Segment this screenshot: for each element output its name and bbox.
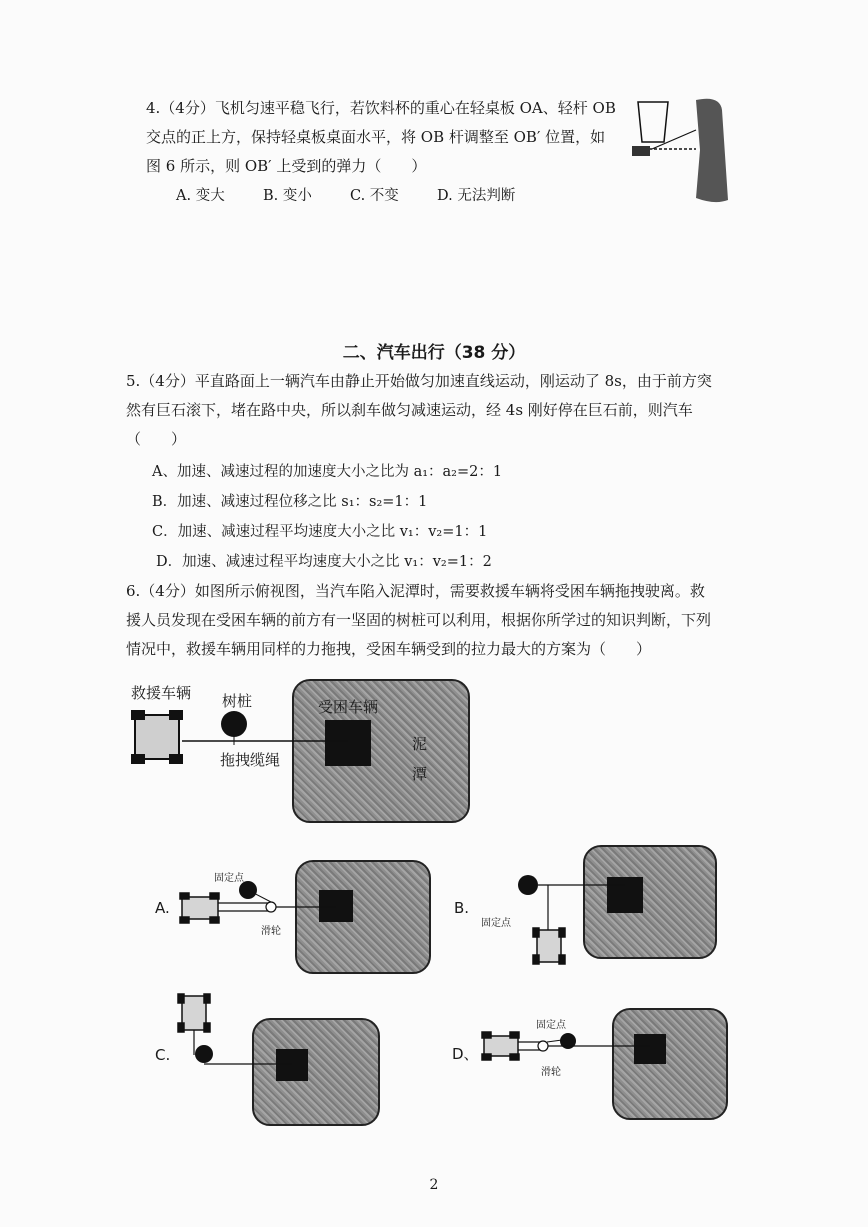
rescue-vehicle-d	[482, 1032, 519, 1060]
rescue-vehicle-main	[132, 711, 182, 763]
q5-option-d[interactable]: D．加速、减速过程平均速度大小之比 v₁：v₂=1：2	[156, 554, 492, 570]
q5-line-3: （ ）	[126, 430, 187, 448]
fixed-point-label-b: 固定点	[481, 918, 511, 929]
fixed-point-label-a: 固定点	[214, 873, 244, 884]
fixed-point-c	[195, 1045, 213, 1063]
pulley-label-d: 滑轮	[541, 1067, 561, 1078]
q4-line-1: 4.（4分）飞机匀速平稳飞行，若饮料杯的重心在轻桌板 OA、轻杆 OB	[146, 99, 616, 117]
choice-a-label[interactable]: A.	[155, 899, 170, 917]
q6-line-3: 情况中，救援车辆用同样的力拖拽，受困车辆受到的拉力最大的方案为（ ）	[126, 640, 652, 658]
q4-option-b[interactable]: B. 变小	[263, 188, 312, 204]
rescue-vehicle-label: 救援车辆	[131, 684, 192, 702]
q5-option-b[interactable]: B．加速、减速过程位移之比 s₁：s₂=1：1	[152, 494, 428, 510]
mud-pit-b	[583, 845, 717, 959]
mud-pit-c	[252, 1018, 380, 1126]
mud-pit-d	[612, 1008, 728, 1120]
page-number: 2	[429, 1177, 439, 1193]
q4-option-d[interactable]: D. 无法判断	[437, 188, 516, 204]
q4-option-a[interactable]: A. 变大	[176, 188, 225, 204]
trapped-car-d	[634, 1034, 666, 1064]
pulley-d	[538, 1041, 548, 1051]
mud-char-1: 泥	[412, 735, 428, 753]
choice-d-label[interactable]: D、	[452, 1045, 479, 1063]
fixed-point-d	[560, 1033, 576, 1049]
q4-figure-graphic	[632, 99, 728, 202]
mud-char-2: 潭	[412, 765, 428, 783]
rescue-vehicle-b	[533, 928, 565, 964]
trapped-car-c	[276, 1049, 308, 1081]
rescue-vehicle-c	[178, 994, 210, 1032]
stump-label: 树桩	[222, 692, 253, 710]
q6-line-2: 援人员发现在受困车辆的前方有一坚固的树桩可以利用，根据你所学过的知识判断，下列	[126, 611, 712, 629]
pulley-a	[266, 902, 276, 912]
choice-b-label[interactable]: B.	[454, 899, 470, 917]
q6-line-1: 6.（4分）如图所示俯视图，当汽车陷入泥潭时，需要救援车辆将受困车辆拖拽驶离。救	[126, 582, 705, 600]
mud-pit-a	[295, 860, 431, 974]
choice-c-label[interactable]: C.	[155, 1046, 171, 1064]
tow-cable-label: 拖拽缆绳	[220, 751, 281, 769]
q5-option-c[interactable]: C．加速、减速过程平均速度大小之比 v₁：v₂=1：1	[152, 524, 488, 540]
q5-option-a[interactable]: A、加速、减速过程的加速度大小之比为 a₁：a₂=2：1	[152, 464, 503, 480]
trapped-vehicle-label: 受困车辆	[318, 698, 379, 716]
q4-line-2: 交点的正上方，保持轻桌板桌面水平，将 OB 杆调整至 OB′ 位置，如	[146, 128, 606, 146]
trapped-car-main	[325, 720, 371, 766]
q4-line-3: 图 6 所示，则 OB′ 上受到的弹力（ ）	[146, 157, 427, 175]
trapped-car-a	[319, 890, 353, 922]
q4-option-c[interactable]: C. 不变	[350, 188, 399, 204]
fixed-point-label-d: 固定点	[536, 1020, 566, 1031]
fixed-point-b	[518, 875, 538, 895]
rescue-vehicle-a	[180, 893, 219, 923]
pulley-label-a: 滑轮	[261, 926, 281, 937]
stump-marker	[221, 711, 247, 737]
section-2-title: 二、汽车出行（38 分）	[342, 343, 526, 363]
q5-line-1: 5.（4分）平直路面上一辆汽车由静止开始做匀加速直线运动，刚运动了 8s，由于前方突	[126, 372, 712, 390]
trapped-car-b	[607, 877, 643, 913]
q5-line-2: 然有巨石滚下，堵在路中央，所以刹车做匀减速运动，经 4s 刚好停在巨石前，则汽车	[126, 401, 693, 419]
